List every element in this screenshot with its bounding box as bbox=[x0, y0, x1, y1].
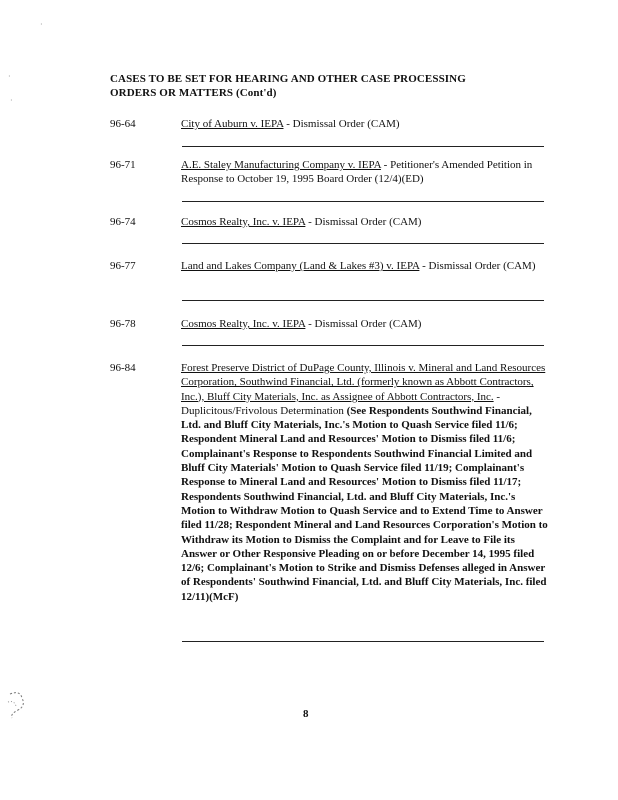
case-action: - Dismissal Order (CAM) bbox=[305, 318, 422, 330]
case-description bbox=[181, 117, 551, 131]
case-description bbox=[181, 215, 551, 229]
case-action: - Petitioner's Amended Petition in Response to October 19, 1995 Board Order (12/4)(ED) bbox=[181, 159, 533, 186]
scan-speck: · bbox=[40, 20, 43, 29]
page-number: 8 bbox=[303, 708, 309, 720]
case-action: - Duplicitous/Frivolous Determination bbox=[181, 390, 501, 417]
case-description bbox=[181, 259, 551, 273]
case-number: 96-84 bbox=[110, 362, 136, 374]
case-number: 96-77 bbox=[110, 260, 136, 272]
separator-rule bbox=[182, 243, 544, 244]
case-title: A.E. Staley Manufacturing Company v. IEPA bbox=[181, 159, 381, 171]
case-action: - Dismissal Order (CAM) bbox=[305, 216, 422, 228]
separator-rule bbox=[182, 345, 544, 346]
scan-speck: · bbox=[8, 72, 11, 81]
separator-rule bbox=[182, 300, 544, 301]
case-action: - Dismissal Order (CAM) bbox=[283, 118, 400, 130]
heading-line-1: CASES TO BE SET FOR HEARING AND OTHER CASE PROCESSING bbox=[110, 73, 466, 85]
case-number: 96-74 bbox=[110, 216, 136, 228]
case-number: 96-71 bbox=[110, 159, 136, 171]
case-title: Cosmos Realty, Inc. v. IEPA bbox=[181, 216, 306, 228]
section-heading bbox=[110, 72, 530, 100]
heading-line-2: ORDERS OR MATTERS (Cont'd) bbox=[110, 87, 277, 99]
scan-speck: · bbox=[10, 96, 13, 105]
case-description bbox=[181, 361, 551, 604]
separator-rule bbox=[182, 641, 544, 642]
case-number: 96-64 bbox=[110, 118, 136, 130]
case-motions: (See Respondents Southwind Financial, Ltd. and Bluff City Materials, Inc.'s Motion to Quash Service filed 11/6; Respondent Mineral Land and Resources' Motion to Dismiss filed 11/6; Complainant's Response to Respondents Southwind Financial Limited and Bluff City Materials' Motion to Quash Service filed 11/19; Complainant's Response to Mineral Land and Resources' Motion to Dismiss filed 11/17; Respondents Southwind Financial, Ltd. and Bluff City Materials, Inc.'s Motion to Withdraw Motion to Quash Service and to Extend Time to Answer filed 11/28; Respondent Mineral and Land Resources Corporation's Motion to Withdraw its Motion to Dismiss the Complaint and for Leave to File its Answer or Other Responsive Pleading on or before December 14, 1995 filed 12/6; Complainant's Motion to Strike and Dismiss Defenses alleged in Answer of Respondents' Southwind Financial, Ltd. and Bluff City Materials, Inc. filed 12/11)(McF) bbox=[181, 404, 548, 603]
separator-rule bbox=[182, 146, 544, 147]
case-title: City of Auburn v. IEPA bbox=[181, 118, 284, 130]
case-title: Forest Preserve District of DuPage County, Illinois v. Mineral and Land Resources Corporation, Southwind Financial, Ltd. (formerly known as Abbott Contractors, Inc.), Bluff City Materials, Inc. as Assignee of Abbott Contractors, Inc. bbox=[181, 362, 546, 403]
case-description bbox=[181, 317, 551, 331]
separator-rule bbox=[182, 201, 544, 202]
case-action: - Dismissal Order (CAM) bbox=[419, 260, 536, 272]
case-title: Cosmos Realty, Inc. v. IEPA bbox=[181, 318, 306, 330]
scan-mark-icon bbox=[6, 690, 28, 720]
case-title: Land and Lakes Company (Land & Lakes #3) v. IEPA bbox=[181, 260, 420, 272]
case-number: 96-78 bbox=[110, 318, 136, 330]
case-description bbox=[181, 158, 551, 187]
